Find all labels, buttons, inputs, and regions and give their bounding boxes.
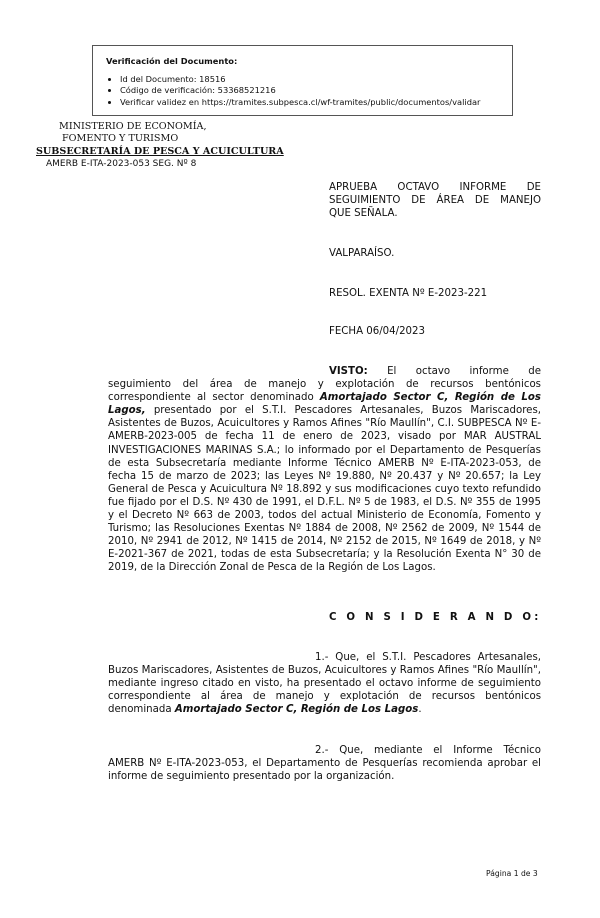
resolution-number: RESOL. EXENTA Nº E-2023-221 [329,288,488,299]
considerando-item-1 [108,651,541,716]
reference-code: AMERB E-ITA-2023-053 SEG. Nº 8 [46,158,197,169]
considerando-heading: C O N S I D E R A N D O: [329,612,542,623]
subject-line-3: QUE SEÑALA. [329,208,398,220]
visto-text-1: El octavo informe de seguimiento del área de manejo y explotación de recursos bentónicos correspondiente al sector denominado [108,366,541,404]
visto-text-2: presentado por el S.T.I. Pescadores Artesanales, Buzos Mariscadores, Asistentes de Buzos, Acuicultores y Ramos Afines "Río Maullín", C.I. SUBPESCA Nº E-AMERB-2023-005 de fecha 11 de enero de 2023, visado por MAR AUSTRAL INVESTIGACIONES MARINAS S.A.; lo informado por el Departamento de Pesquerías de esta Subsecretaría mediante Informe Técnico AMERB Nº E-ITA-2023-053, de fecha 15 de marzo de 2023; las Leyes Nº 19.880, Nº 20.437 y Nº 20.657; la Ley General de Pesca y Acuicultura Nº 18.892 y sus modificaciones cuyo texto refundido fue fijado por el D.S. Nº 430 de 1991, el D.F.L. Nº 5 de 1983, el D.S. Nº 355 de 1995 y el Decreto Nº 663 de 2003, todos del actual Ministerio de Economía, Fomento y Turismo; las Resoluciones Exentas Nº 1884 de 2008, Nº 2562 de 2009, Nº 1544 de 2010, Nº 2941 de 2012, Nº 1415 de 2014, Nº 2152 de 2015, Nº 1649 de 2018, y Nº E-2021-367 de 2021, todas de esta Subsecretaría; y la Resolución Exenta N° 30 de 2019, de la Dirección Zonal de Pesca de la Región de Los Lagos. [108,405,541,574]
document-id: • Id del Documento: 18516 [120,74,512,85]
visto-area-name: Amortajado Sector C, Región de Los Lagos, [108,392,541,417]
item-1-area-name: Amortajado Sector C, Región de Los Lagos [174,704,419,716]
resolution-date: FECHA 06/04/2023 [329,326,425,337]
page-number: Página 1 de 3 [486,869,538,878]
item-1-text: 1.- Que, el S.T.I. Pescadores Artesanales, Buzos Mariscadores, Asistentes de Buzos, Acuicultores y Ramos Afines "Río Maullín", mediante ingreso citado en visto, ha presentado el octavo informe de seguimiento correspondiente al área de manejo y explotación de recursos bentónicos denominada [108,652,541,716]
resolution-subject [329,181,541,221]
visto-paragraph [108,365,541,575]
verification-url[interactable]: • Verificar validez en https://tramites.subpesca.cl/wf-tramites/public/documentos/validar [120,97,512,108]
verification-title: Verificación del Documento: [106,56,238,66]
issuer-header [36,121,286,170]
ministry-line-2: FOMENTO Y TURISMO [62,133,179,145]
considerando-item-2 [108,744,541,783]
verification-code: • Código de verificación: 53368521216 [120,85,512,96]
ministry-line-1: MINISTERIO DE ECONOMÍA, [59,121,207,132]
item-1-end: . [418,704,422,716]
verification-box [92,45,513,116]
visto-label: VISTO: [329,366,368,377]
verification-list [106,74,512,108]
city: VALPARAÍSO. [329,248,395,259]
item-2-text: 2.- Que, mediante el Informe Técnico AMERB Nº E-ITA-2023-053, el Departamento de Pesquerías recomienda aprobar el informe de seguimiento presentado por la organización. [108,745,541,783]
subject-line-2: SEGUIMIENTO DE ÁREA DE MANEJO [329,195,541,207]
subsecretaria-name: SUBSECRETARÍA DE PESCA Y ACUICULTURA [36,145,284,157]
subject-line-1: APRUEBA OCTAVO INFORME DE [329,182,541,193]
